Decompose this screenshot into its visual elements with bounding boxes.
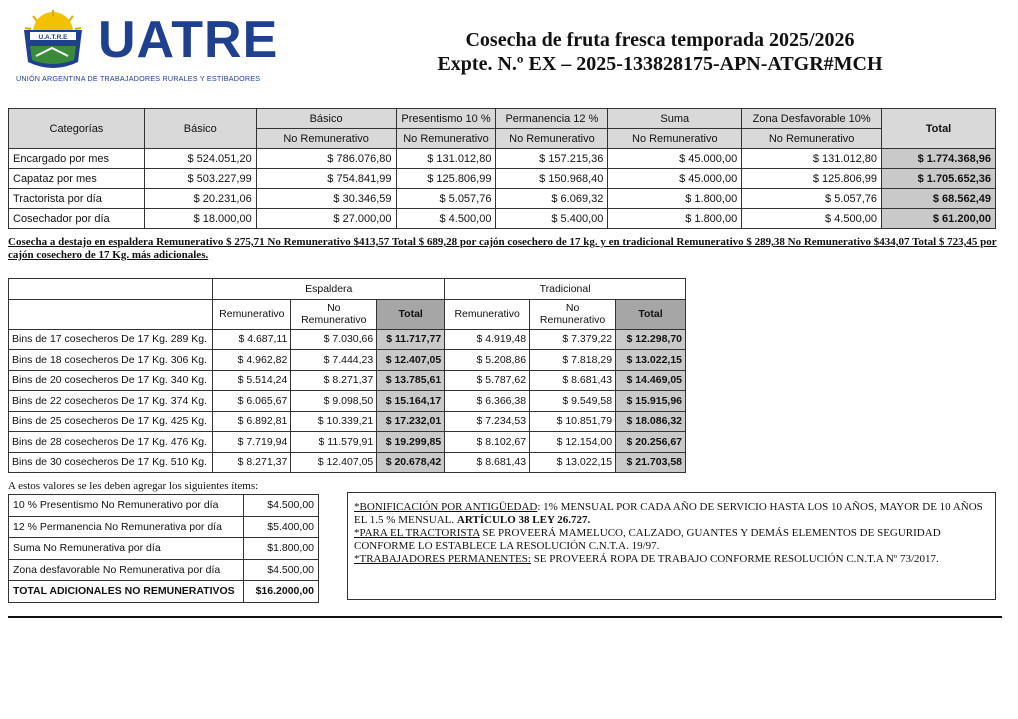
cell-e-total: $ 12.407,05 [377, 350, 445, 371]
document-title [380, 28, 940, 76]
row-label: Bins de 18 cosecheros De 17 Kg. 306 Kg. [9, 350, 213, 371]
cell-e-nr: $ 8.271,37 [291, 370, 377, 391]
cell-total: $ 1.774.368,96 [882, 149, 996, 169]
cell-t-total: $ 14.469,05 [616, 370, 686, 391]
cell-basico-nr: $ 754.841,99 [256, 169, 396, 189]
logo-subtitle: UNIÓN ARGENTINA DE TRABAJADORES RURALES Y ESTIBADORES [16, 74, 261, 83]
cell-suma: $ 45.000,00 [608, 169, 742, 189]
cell-zona: $ 4.500,00 [742, 209, 882, 229]
table-row [9, 189, 996, 209]
cell-presentismo: $ 125.806,99 [396, 169, 496, 189]
cell-e-nr: $ 7.030,66 [291, 329, 377, 350]
additional-label: Zona desfavorable No Remunerativa por día [9, 559, 244, 581]
header-basico: Básico [144, 109, 256, 149]
cell-t-total: $ 12.298,70 [616, 329, 686, 350]
table-row [9, 411, 686, 432]
cell-basico: $ 20.231,06 [144, 189, 256, 209]
header-suma: Suma [608, 109, 742, 129]
cell-total: $ 68.562,49 [882, 189, 996, 209]
cell-suma: $ 1.800,00 [608, 189, 742, 209]
cell-zona: $ 5.057,76 [742, 189, 882, 209]
cell-e-total: $ 17.232,01 [377, 411, 445, 432]
cell-t-nr: $ 7.379,22 [530, 329, 616, 350]
cell-t-nr: $ 9.549,58 [530, 391, 616, 412]
bins-header-blank [9, 279, 213, 300]
uatre-logo [14, 8, 304, 86]
table-row [9, 495, 319, 517]
header-presentismo: Presentismo 10 % [396, 109, 496, 129]
header-total: Total [616, 299, 686, 329]
subheader-no-rem: No Remunerativo [742, 129, 882, 149]
table-row [9, 329, 686, 350]
cell-basico-nr: $ 30.346,59 [256, 189, 396, 209]
bonus-antiguedad-text: : 1% MENSUAL POR CADA AÑO DE SERVICIO HASTA LOS 10 AÑOS, MAYOR DE 10 AÑOS EL 1.5 % MENSUAL. [354, 501, 983, 526]
additional-value: $4.500,00 [244, 495, 319, 517]
header-total: Total [377, 299, 445, 329]
subheader-no-rem: No Remunerativo [396, 129, 496, 149]
cell-t-nr: $ 12.154,00 [530, 432, 616, 453]
row-category: Capataz por mes [9, 169, 145, 189]
bottom-divider [8, 616, 1002, 618]
cell-t-total: $ 18.086,32 [616, 411, 686, 432]
row-label: Bins de 20 cosecheros De 17 Kg. 340 Kg. [9, 370, 213, 391]
cell-t-rem: $ 5.787,62 [445, 370, 530, 391]
cell-t-rem: $ 5.208,86 [445, 350, 530, 371]
bonus-tractorista [354, 527, 989, 553]
cell-basico-nr: $ 786.076,80 [256, 149, 396, 169]
cell-e-rem: $ 5.514,24 [213, 370, 291, 391]
cell-e-rem: $ 7.719,94 [213, 432, 291, 453]
cell-t-rem: $ 6.366,38 [445, 391, 530, 412]
cell-e-total: $ 13.785,61 [377, 370, 445, 391]
cell-e-total: $ 19.299,85 [377, 432, 445, 453]
row-category: Tractorista por día [9, 189, 145, 209]
cell-t-total: $ 21.703,58 [616, 452, 686, 473]
header-rem: Remunerativo [445, 299, 530, 329]
bonus-notes-box [347, 492, 996, 600]
cell-permanencia: $ 157.215,36 [496, 149, 608, 169]
row-label: Bins de 22 cosecheros De 17 Kg. 374 Kg. [9, 391, 213, 412]
table-row [9, 350, 686, 371]
table-row [9, 209, 996, 229]
cell-e-total: $ 11.717,77 [377, 329, 445, 350]
header-basico-nr: Básico [256, 109, 396, 129]
additional-total-value: $16.2000,00 [244, 581, 319, 603]
cell-presentismo: $ 4.500,00 [396, 209, 496, 229]
cell-basico-nr: $ 27.000,00 [256, 209, 396, 229]
table-row [9, 149, 996, 169]
cell-e-total: $ 15.164,17 [377, 391, 445, 412]
cell-suma: $ 45.000,00 [608, 149, 742, 169]
cell-t-total: $ 15.915,96 [616, 391, 686, 412]
cell-t-rem: $ 4.919,48 [445, 329, 530, 350]
piecework-note: Cosecha a destajo en espaldera Remunerativo $ 275,71 No Remunerativo $413,57 Total $ 689,28 por cajón cosechero de 17 kg. y en tradicional Remunerativo $ 289,38 No Remunerativo $434,07 Total $ 723,45 por cajón cosechero de 17 Kg. más adicionales. [8, 236, 997, 261]
table-row-total [9, 581, 319, 603]
cell-t-nr: $ 8.681,43 [530, 370, 616, 391]
cell-basico: $ 503.227,99 [144, 169, 256, 189]
table-row [9, 538, 319, 560]
additional-total-label: TOTAL ADICIONALES NO REMUNERATIVOS [9, 581, 244, 603]
header-no-rem: No Remunerativo [530, 299, 616, 329]
cell-e-nr: $ 7.444,23 [291, 350, 377, 371]
bins-table [8, 278, 686, 473]
table-row [9, 391, 686, 412]
cell-e-rem: $ 4.687,11 [213, 329, 291, 350]
logo-wordmark: UATRE [98, 11, 279, 69]
additionals-table [8, 494, 319, 603]
bonus-antiguedad-title: *BONIFICACIÓN POR ANTIGÜEDAD [354, 501, 538, 513]
table-row [9, 370, 686, 391]
bonus-antiguedad [354, 501, 989, 527]
title-line-2: Expte. N.º EX – 2025-133828175-APN-ATGR#MCH [437, 53, 883, 75]
cell-t-rem: $ 7.234,53 [445, 411, 530, 432]
table-row [9, 169, 996, 189]
additional-label: Suma No Remunerativa por día [9, 538, 244, 560]
cell-suma: $ 1.800,00 [608, 209, 742, 229]
cell-t-rem: $ 8.102,67 [445, 432, 530, 453]
cell-e-nr: $ 11.579,91 [291, 432, 377, 453]
bonus-tractorista-text: SE PROVEERÁ MAMELUCO, CALZADO, GUANTES Y DEMÁS ELEMENTOS DE SEGURIDAD CONFORME LO ESTABLECE LA RESOLUCIÓN C.N.T.A. 19/97. [354, 527, 941, 552]
cell-e-rem: $ 6.892,81 [213, 411, 291, 432]
cell-permanencia: $ 6.069,32 [496, 189, 608, 209]
header-rem: Remunerativo [213, 299, 291, 329]
cell-basico: $ 18.000,00 [144, 209, 256, 229]
cell-t-nr: $ 7.818,29 [530, 350, 616, 371]
cell-e-rem: $ 6.065,67 [213, 391, 291, 412]
cell-presentismo: $ 131.012,80 [396, 149, 496, 169]
additionals-caption: A estos valores se les deben agregar los siguientes ítems: [8, 480, 259, 492]
row-label: Bins de 25 cosecheros De 17 Kg. 425 Kg. [9, 411, 213, 432]
header-categorias: Categorías [9, 109, 145, 149]
additional-label: 10 % Presentismo No Remunerativo por día [9, 495, 244, 517]
table-row [9, 516, 319, 538]
cell-e-rem: $ 8.271,37 [213, 452, 291, 473]
cell-permanencia: $ 150.968,40 [496, 169, 608, 189]
header-espaldera: Espaldera [213, 279, 445, 300]
row-label: Bins de 30 cosecheros De 17 Kg. 510 Kg. [9, 452, 213, 473]
bonus-permanentes [354, 553, 989, 566]
header-no-rem: No Remunerativo [291, 299, 377, 329]
cell-permanencia: $ 5.400,00 [496, 209, 608, 229]
cell-t-rem: $ 8.681,43 [445, 452, 530, 473]
cell-e-rem: $ 4.962,82 [213, 350, 291, 371]
header-tradicional: Tradicional [445, 279, 686, 300]
cell-zona: $ 131.012,80 [742, 149, 882, 169]
cell-t-total: $ 20.256,67 [616, 432, 686, 453]
cell-e-nr: $ 9.098,50 [291, 391, 377, 412]
additional-value: $5.400,00 [244, 516, 319, 538]
cell-e-nr: $ 10.339,21 [291, 411, 377, 432]
cell-t-total: $ 13.022,15 [616, 350, 686, 371]
cell-e-total: $ 20.678,42 [377, 452, 445, 473]
table-row [9, 432, 686, 453]
cell-e-nr: $ 12.407,05 [291, 452, 377, 473]
additional-label: 12 % Permanencia No Remunerativa por día [9, 516, 244, 538]
uatre-emblem-icon [18, 10, 88, 74]
table-row [9, 559, 319, 581]
bonus-antiguedad-law: ARTÍCULO 38 LEY 26.727. [456, 514, 591, 526]
additional-value: $4.500,00 [244, 559, 319, 581]
subheader-no-rem: No Remunerativo [608, 129, 742, 149]
bins-header-blank [9, 299, 213, 329]
bonus-permanentes-title: *TRABAJADORES PERMANENTES: [354, 553, 531, 565]
cell-zona: $ 125.806,99 [742, 169, 882, 189]
subheader-no-rem: No Remunerativo [496, 129, 608, 149]
table-row [9, 452, 686, 473]
header-zona: Zona Desfavorable 10% [742, 109, 882, 129]
row-category: Cosechador por día [9, 209, 145, 229]
additional-value: $1.800,00 [244, 538, 319, 560]
bonus-permanentes-text: SE PROVEERÁ ROPA DE TRABAJO CONFORME RESOLUCIÓN C.N.T.A Nº 73/2017. [530, 553, 939, 565]
salary-table [8, 108, 996, 229]
row-label: Bins de 28 cosecheros De 17 Kg. 476 Kg. [9, 432, 213, 453]
bonus-tractorista-title: *PARA EL TRACTORISTA [354, 527, 480, 539]
cell-presentismo: $ 5.057,76 [396, 189, 496, 209]
title-line-1: Cosecha de fruta fresca temporada 2025/2026 [465, 29, 855, 51]
cell-total: $ 61.200,00 [882, 209, 996, 229]
row-category: Encargado por mes [9, 149, 145, 169]
row-label: Bins de 17 cosecheros De 17 Kg. 289 Kg. [9, 329, 213, 350]
cell-total: $ 1.705.652,36 [882, 169, 996, 189]
header-permanencia: Permanencia 12 % [496, 109, 608, 129]
logo-emblem-text: U.A.T.R.E [38, 34, 68, 41]
cell-basico: $ 524.051,20 [144, 149, 256, 169]
subheader-no-rem: No Remunerativo [256, 129, 396, 149]
header-total: Total [882, 109, 996, 149]
cell-t-nr: $ 10.851,79 [530, 411, 616, 432]
cell-t-nr: $ 13.022,15 [530, 452, 616, 473]
